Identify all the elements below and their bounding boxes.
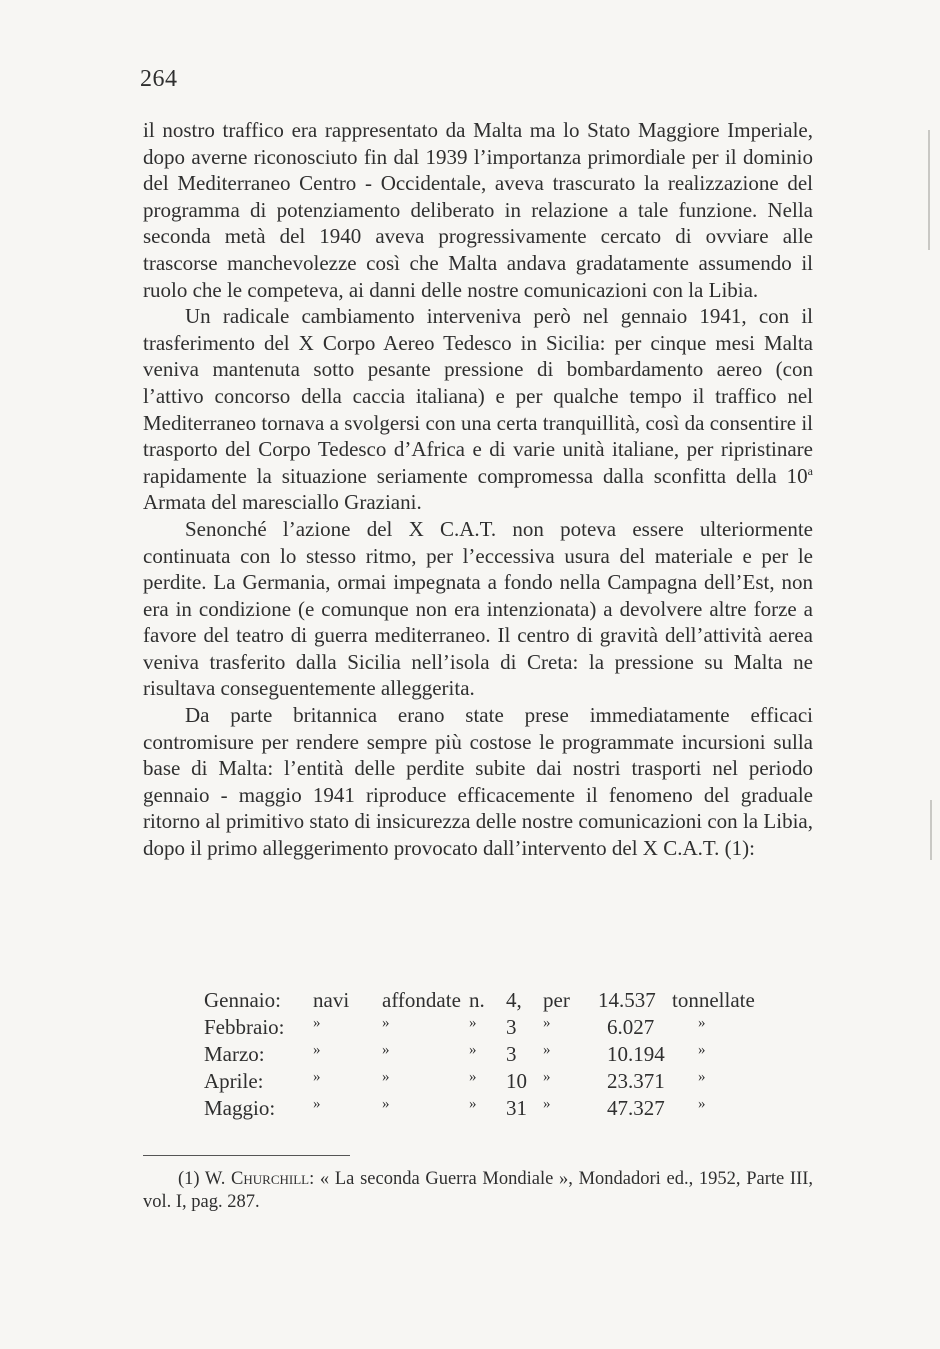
table-cell-unit: »: [698, 1015, 706, 1031]
footnote: [143, 1168, 813, 1214]
table-cell-navi: navi: [313, 988, 350, 1012]
table-cell-per: per: [543, 988, 570, 1012]
table-cell-tons: 14.537: [598, 988, 656, 1012]
footnote-author: Churchill: [231, 1169, 310, 1189]
paragraph-2: [143, 303, 813, 516]
table-cell-month: Gennaio:: [204, 988, 281, 1012]
table-cell-count: 3: [506, 1015, 517, 1039]
paragraph-1: il nostro traffico era rappresentato da Malta ma lo Stato Maggiore Imperiale, dopo averne riconosciuto fin dal 1939 l’importanza primordiale per il dominio del Mediterraneo Centro - Occidentale, aveva trascurato la realizzazione del programma di potenziamento deliberato in relazione a tale funzione. Nella seconda metà del 1940 aveva progressivamente cercato di ovviare alle trascorse manchevolezze così che Malta andava gradatamente assumendo il ruolo che le competeva, ai danni delle nostre comunicazioni con la Libia.: [143, 118, 813, 302]
table-cell-tons: 6.027: [607, 1015, 655, 1039]
table-cell-month: Febbraio:: [204, 1015, 285, 1039]
table-cell-count: 4,: [506, 988, 522, 1012]
table-cell-month: Marzo:: [204, 1042, 265, 1066]
scan-edge-mark: [930, 800, 932, 860]
superscript-a: a: [807, 463, 813, 478]
table-cell-per: »: [543, 1096, 551, 1112]
table-cell-n: »: [469, 1096, 477, 1112]
table-cell-navi: »: [313, 1042, 321, 1058]
body-text: [143, 117, 813, 862]
table-cell-count: 3: [506, 1042, 517, 1066]
footnote-marker: (1) W.: [178, 1169, 226, 1189]
paragraph-4: Da parte britannica erano state prese immediatamente efficaci contromisure per rendere sempre più costose le programmate incursioni sulla base di Malta: l’entità delle perdite subite dai nostri trasporti nel periodo gennaio - maggio 1941 riproduce efficacemente il fenomeno del graduale ritorno al primitivo stato di insicurezza delle nostre comunicazioni con la Libia, dopo il primo alleggerimento provocato dall’intervento del X C.A.T. (1):: [143, 703, 813, 861]
table-cell-count: 31: [506, 1096, 527, 1120]
table-cell-navi: »: [313, 1015, 321, 1031]
table-cell-month: Aprile:: [204, 1069, 264, 1093]
table-cell-unit: tonnellate: [672, 988, 755, 1012]
table-cell-per: »: [543, 1042, 551, 1058]
footnote-text: [143, 1168, 813, 1214]
table-cell-unit: »: [698, 1069, 706, 1085]
footnote-citation: : « La seconda Guerra Mondiale », Mondadori ed., 1952, Parte III, vol. I, pag. 287.: [143, 1169, 814, 1212]
table-cell-affondate: »: [382, 1015, 390, 1031]
table-cell-month: Maggio:: [204, 1096, 276, 1120]
table-cell-count: 10: [506, 1069, 527, 1093]
table-cell-affondate: »: [382, 1042, 390, 1058]
table-cell-per: »: [543, 1069, 551, 1085]
table-cell-tons: 10.194: [607, 1042, 665, 1066]
table-cell-per: »: [543, 1015, 551, 1031]
table-cell-navi: »: [313, 1096, 321, 1112]
paragraph-3: Senonché l’azione del X C.A.T. non poteva essere ulteriormente continuata con lo stesso ritmo, per l’eccessiva usura del materiale e per le perdite. La Germania, ormai impegnata a fondo nella Campagna dell’Est, non era in condizione (e comunque non era intenzionata) a devolvere altre forze a favore del teatro di guerra mediterraneo. Il centro di gravità dell’attività aerea veniva trasferito dalla Sicilia nell’isola di Creta: la pressione su Malta ne risultava conseguentemente alleggerita.: [143, 516, 813, 701]
table-cell-n: »: [469, 1015, 477, 1031]
table-cell-tons: 23.371: [607, 1069, 665, 1093]
page-number: 264: [140, 66, 178, 92]
table-cell-n: »: [469, 1042, 477, 1058]
table-cell-affondate: affondate: [382, 988, 461, 1012]
table-cell-affondate: »: [382, 1096, 390, 1112]
table-cell-tons: 47.327: [607, 1096, 665, 1120]
table-cell-n: »: [469, 1069, 477, 1085]
table-cell-affondate: »: [382, 1069, 390, 1085]
table-cell-unit: »: [698, 1042, 706, 1058]
paragraph-2-text: Un radicale cambiamento interveniva però nel gennaio 1941, con il trasferimento del X Corpo Aereo Tedesco in Sicilia: per cinque mesi Malta veniva mantenuta sotto pesante pressione di bombardamento aereo (con l’attivo concorso della caccia italiana) e per qualche tempo il traffico nel Mediterraneo tornava a svolgersi con una certa tranquillità, così da consentire il trasporto del Corpo Tedesco d’Africa e di varie unità italiane, per ripristinare rapidamente la situazione seriamente compromessa dalla sconfitta della 10: [143, 304, 813, 488]
table-cell-n: n.: [469, 988, 485, 1012]
paragraph-2-text-end: Armata del maresciallo Graziani.: [143, 490, 422, 515]
scan-edge-mark: [928, 130, 930, 250]
footnote-divider: [143, 1155, 350, 1156]
table-cell-navi: »: [313, 1069, 321, 1085]
table-cell-unit: »: [698, 1096, 706, 1112]
